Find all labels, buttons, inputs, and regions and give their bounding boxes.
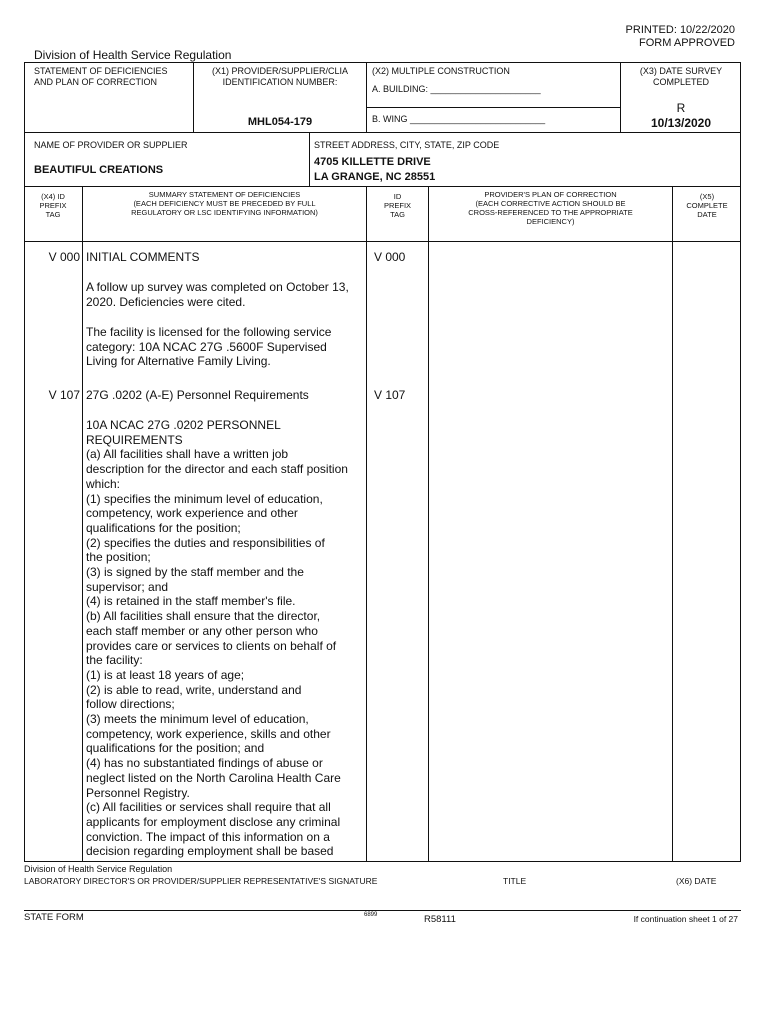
x4-col-header: (X4) ID PREFIX TAG [39,192,67,219]
tag-v000: V 000 [48,250,80,264]
signature-label: LABORATORY DIRECTOR'S OR PROVIDER/SUPPLIER REPRESENTATIVE'S SIGNATURE [24,876,378,886]
id-tag-v107: V 107 [374,388,406,402]
paragraph-personnel-requirements: 10A NCAC 27G .0202 PERSONNEL REQUIREMENTS (a) All facilities shall have a written job description for the director and each staff position which: (1) specifies the minimum level of education, competency, work experience and other qualifications for the position; (2) specifies the duties and responsibilities of the position; (3) is signed by the staff member and the supervisor; and (4) is retained in the staff member's file. (b) All facilities shall ensure that the director, each staff member or any other person who provides care or services to clients on behalf of the facility: (1) is at least 18 years of age; (2) is able to read, write, understand and follow directions; (3) meets the minimum level of education, competency, work experience, skills and other qualifications for the position; and (4) has no substantiated findings of abuse or neglect listed on the North Carolina Health Care Personnel Registry. (c) All facilities or services shall require that all applicants for employment disclose any criminal conviction. The impact of this information on a decision regarding employment shall be based [86,418,348,859]
printed-date: PRINTED: 10/22/2020 [625,24,735,36]
address-line1: 4705 KILLETTE DRIVE [314,156,431,168]
address-line2: LA GRANGE, NC 28551 [314,171,436,183]
footer-division: Division of Health Service Regulation [24,864,173,874]
wing-field: B. WING ___________________________ [372,114,546,124]
division-header: Division of Health Service Regulation [34,48,232,62]
x6-date-label: (X6) DATE [676,876,717,886]
paragraph-follow-up: A follow up survey was completed on October 13, 2020. Deficiencies were cited. [86,280,349,309]
form-id: R58111 [424,914,456,925]
survey-date: 10/13/2020 [650,116,712,130]
provider-name: BEAUTIFUL CREATIONS [34,164,164,176]
summary-col-header: SUMMARY STATEMENT OF DEFICIENCIES (EACH DEFICIENCY MUST BE PRECEDED BY FULL REGULATORY OR LSC IDENTIFYING INFORMATION) [131,190,318,217]
plan-col-header: PROVIDER'S PLAN OF CORRECTION (EACH CORRECTIVE ACTION SHOULD BE CROSS-REFERENCED TO THE APPROPRIATE DEFICIENCY) [468,190,633,226]
id-col-header: ID PREFIX TAG [383,192,412,219]
provider-id: MHL054-179 [247,116,313,128]
continuation-sheet: If continuation sheet 1 of 27 [633,914,738,924]
x3-r: R [676,101,686,115]
entry-title-initial-comments: INITIAL COMMENTS [86,250,200,264]
state-form-label: STATE FORM [24,912,84,923]
id-tag-v000: V 000 [374,250,406,264]
provider-label: NAME OF PROVIDER OR SUPPLIER [34,140,188,150]
x5-col-header: (X5) COMPLETE DATE [686,192,728,219]
x3-label: (X3) DATE SURVEY COMPLETED [639,66,723,87]
address-label: STREET ADDRESS, CITY, STATE, ZIP CODE [314,140,500,150]
title-label: TITLE [503,876,527,886]
tag-v107: V 107 [48,388,80,402]
statement-label: STATEMENT OF DEFICIENCIES AND PLAN OF CORRECTION [34,66,168,87]
form-approved: FORM APPROVED [639,37,735,49]
x1-label: (X1) PROVIDER/SUPPLIER/CLIA IDENTIFICATION NUMBER: [211,66,349,87]
x2-label: (X2) MULTIPLE CONSTRUCTION [372,66,510,76]
entry-title-personnel: 27G .0202 (A-E) Personnel Requirements [86,388,309,402]
form-code: 6899 [364,912,378,918]
paragraph-licensed: The facility is licensed for the following service category: 10A NCAC 27G .5600F Supervised Living for Alternative Family Living. [86,325,332,369]
building-field: A. BUILDING: ______________________ [372,84,541,94]
